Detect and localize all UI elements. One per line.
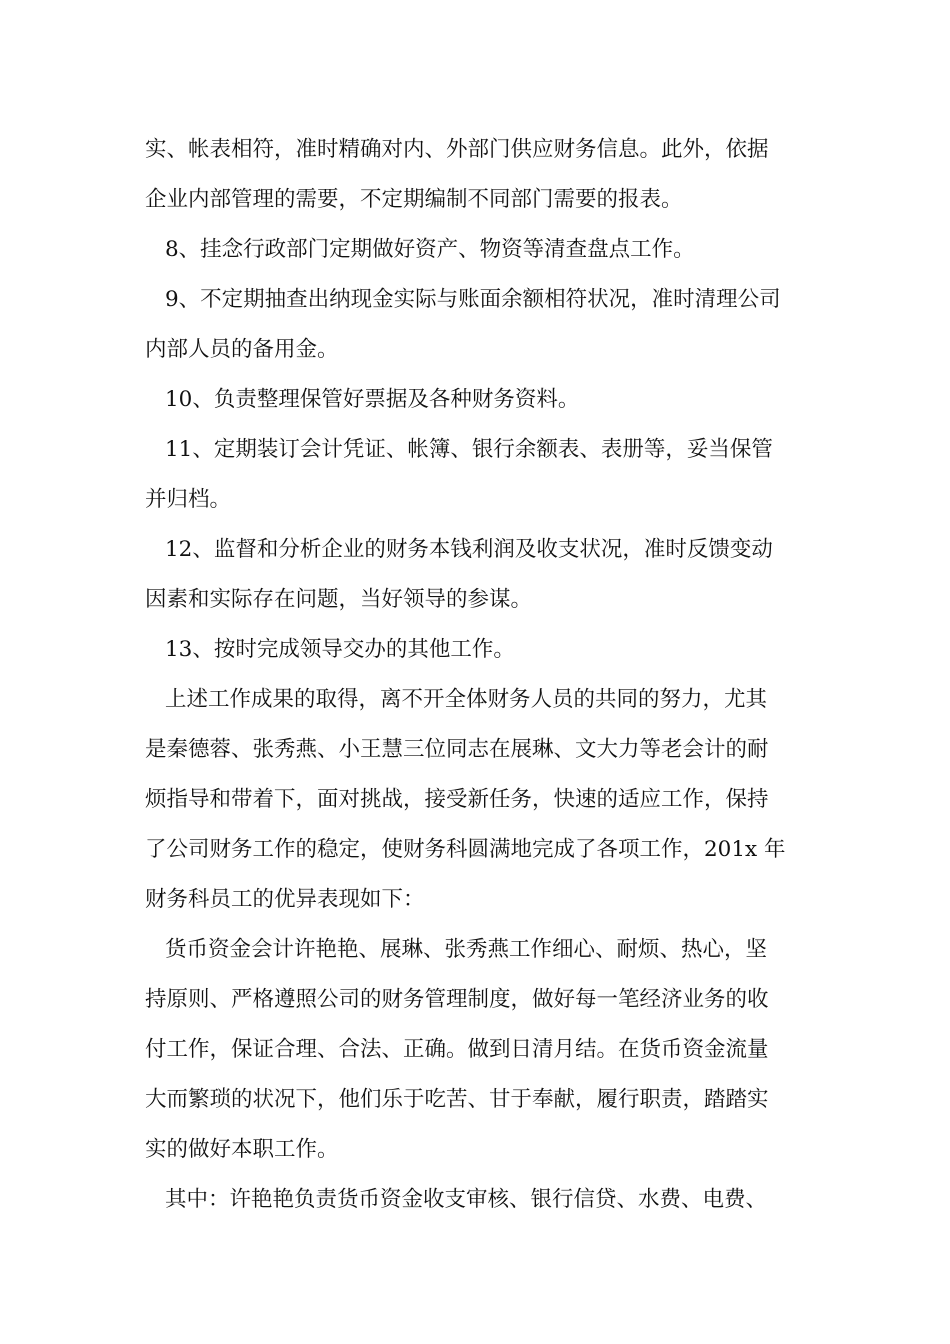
text-line: 付工作，保证合理、合法、正确。做到日清月结。在货币资金流量 bbox=[145, 1037, 769, 1062]
text-line: 了公司财务工作的稳定，使财务科圆满地完成了各项工作，201x 年 bbox=[145, 837, 786, 862]
text-line: 因素和实际存在问题，当好领导的参谋。 bbox=[145, 587, 533, 612]
text-line: 上述工作成果的取得，离不开全体财务人员的共同的努力，尤其 bbox=[165, 687, 768, 712]
text-line: 货币资金会计许艳艳、展琳、张秀燕工作细心、耐烦、热心，坚 bbox=[165, 937, 768, 962]
text-line: 烦指导和带着下，面对挑战，接受新任务，快速的适应工作，保持 bbox=[145, 787, 769, 812]
text-line: 其中：许艳艳负责货币资金收支审核、银行信贷、水费、电费、 bbox=[165, 1187, 768, 1212]
text-line: 10、负责整理保管好票据及各种财务资料。 bbox=[165, 387, 580, 412]
text-line: 11、定期装订会计凭证、帐簿、银行余额表、表册等，妥当保管 bbox=[165, 437, 773, 462]
text-line: 12、监督和分析企业的财务本钱利润及收支状况，准时反馈变动 bbox=[165, 537, 773, 562]
text-line: 大而繁琐的状况下，他们乐于吃苦、甘于奉献，履行职责，踏踏实 bbox=[145, 1087, 769, 1112]
text-line: 8、挂念行政部门定期做好资产、物资等清查盘点工作。 bbox=[165, 237, 695, 262]
text-line: 9、不定期抽查出纳现金实际与账面余额相符状况，准时清理公司 bbox=[165, 287, 781, 312]
text-line: 内部人员的备用金。 bbox=[145, 337, 339, 362]
text-line: 实、帐表相符，准时精确对内、外部门供应财务信息。此外，依据 bbox=[145, 137, 769, 162]
text-line: 企业内部管理的需要，不定期编制不同部门需要的报表。 bbox=[145, 187, 683, 212]
text-line: 13、按时完成领导交办的其他工作。 bbox=[165, 637, 515, 662]
text-line: 财务科员工的优异表现如下： bbox=[145, 887, 425, 912]
text-line: 持原则、严格遵照公司的财务管理制度，做好每一笔经济业务的收 bbox=[145, 987, 769, 1012]
text-line: 是秦德蓉、张秀燕、小王慧三位同志在展琳、文大力等老会计的耐 bbox=[145, 737, 769, 762]
text-line: 实的做好本职工作。 bbox=[145, 1137, 339, 1162]
text-line: 并归档。 bbox=[145, 487, 232, 512]
